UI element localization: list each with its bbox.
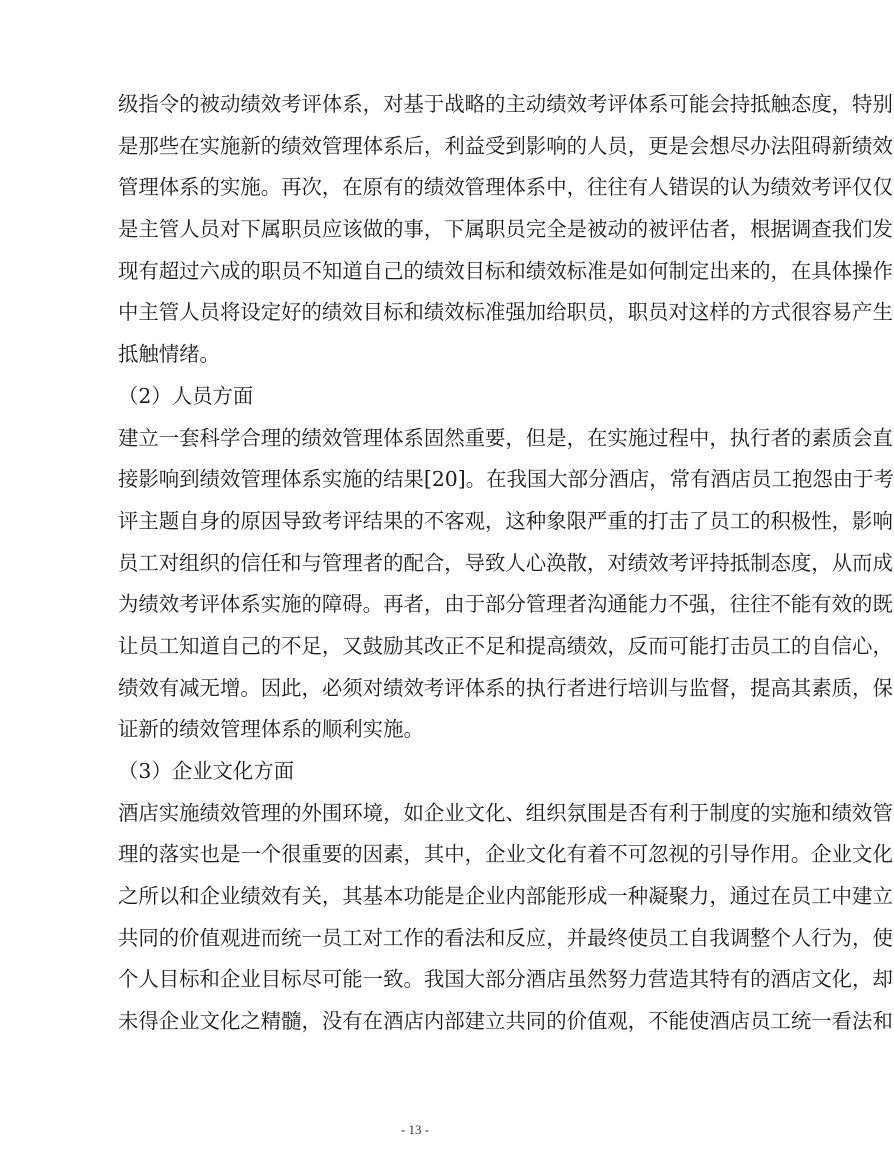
text-line: 之所以和企业绩效有关，其基本功能是企业内部能形成一种凝聚力，通过在员工中建立 — [118, 884, 893, 909]
text-line: 现有超过六成的职员不知道自己的绩效目标和绩效标准是如何制定出来的，在具体操作 — [118, 258, 893, 283]
text-line: 为绩效考评体系实施的障碍。再者，由于部分管理者沟通能力不强，往往不能有效的既 — [118, 592, 893, 617]
paragraph — [118, 793, 893, 1043]
section-heading: （2）人员方面 — [118, 383, 254, 408]
text-line: 管理体系的实施。再次，在原有的绩效管理体系中，往往有人错误的认为绩效考评仅仅 — [118, 175, 893, 200]
text-line: 中主管人员将设定好的绩效目标和绩效标准强加给职员，职员对这样的方式很容易产生 — [118, 300, 893, 325]
text-line: 理的落实也是一个很重要的因素，其中，企业文化有着不可忽视的引导作用。企业文化 — [118, 842, 893, 867]
text-line: 证新的绩效管理体系的顺利实施。 — [118, 717, 424, 742]
text-line: 让员工知道自己的不足，又鼓励其改正不足和提高绩效，反而可能打击员工的自信心， — [118, 633, 893, 658]
document-body — [118, 84, 894, 1043]
text-line: 是主管人员对下属职员应该做的事，下属职员完全是被动的被评估者，根据调查我们发 — [118, 217, 893, 242]
text-line: 评主题自身的原因导致考评结果的不客观，这种象限严重的打击了员工的积极性，影响 — [118, 508, 893, 533]
text-line: 员工对组织的信任和与管理者的配合，导致人心涣散，对绩效考评持抵制态度，从而成 — [118, 550, 893, 575]
paragraph — [118, 418, 894, 752]
section-heading: （3）企业文化方面 — [118, 759, 295, 783]
text-line: 是那些在实施新的绩效管理体系后，利益受到影响的人员，更是会想尽办法阻碍新绩效 — [118, 133, 893, 158]
text-line: 酒店实施绩效管理的外围环境，如企业文化、组织氛围是否有利于制度的实施和绩效管 — [118, 800, 893, 825]
text-line: 共同的价值观进而统一员工对工作的看法和反应，并最终使员工自我调整个人行为，使 — [118, 925, 893, 950]
text-line: 抵触情绪。 — [118, 342, 220, 367]
paragraph — [118, 84, 893, 376]
text-line: 绩效有减无增。因此，必须对绩效考评体系的执行者进行培训与监督，提高其素质，保 — [118, 675, 893, 700]
text-line: 级指令的被动绩效考评体系，对基于战略的主动绩效考评体系可能会持抵触态度，特别 — [118, 92, 893, 116]
text-line: 接影响到绩效管理体系实施的结果[20]。在我国大部分酒店，常有酒店员工抱怨由于考 — [118, 467, 894, 492]
text-line: 个人目标和企业目标尽可能一致。我国大部分酒店虽然努力营造其特有的酒店文化，却 — [118, 967, 893, 992]
text-line: 未得企业文化之精髓，没有在酒店内部建立共同的价值观，不能使酒店员工统一看法和 — [118, 1009, 893, 1034]
page-number: - 13 - — [400, 1122, 430, 1137]
text-line: 建立一套科学合理的绩效管理体系固然重要，但是，在实施过程中，执行者的素质会直 — [118, 425, 893, 450]
